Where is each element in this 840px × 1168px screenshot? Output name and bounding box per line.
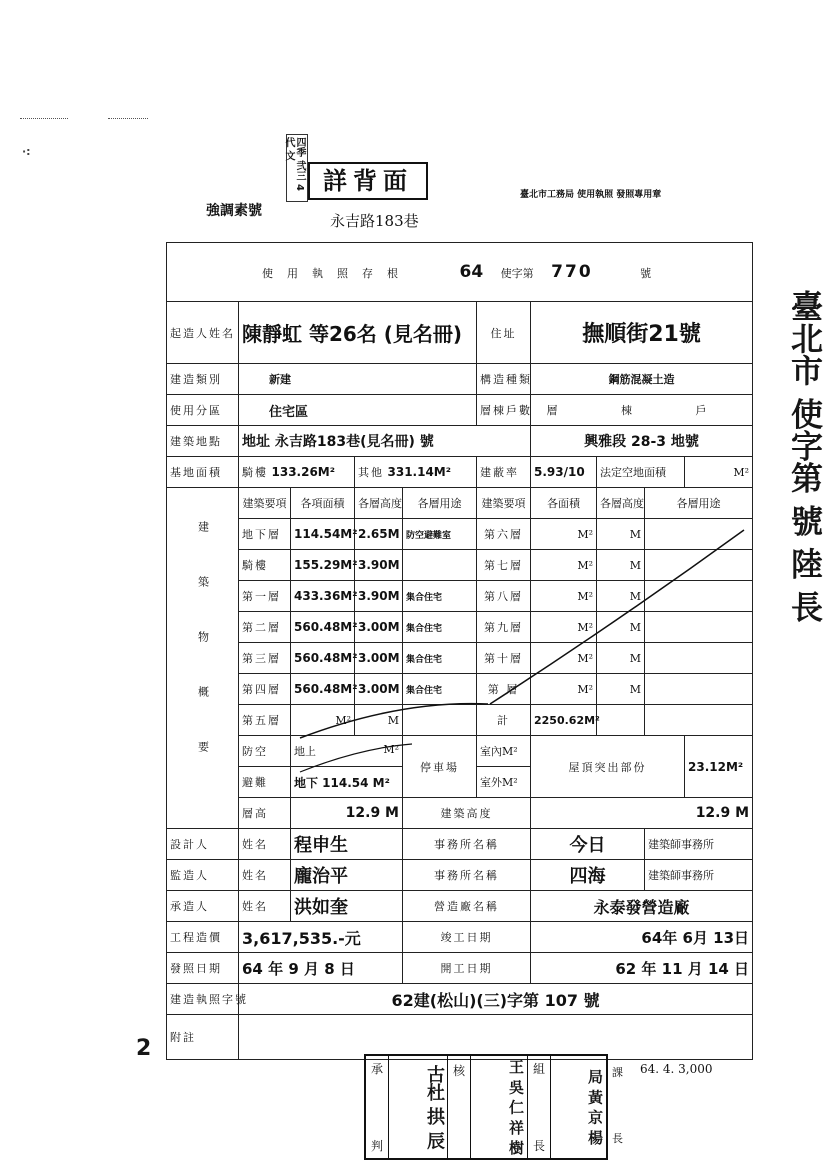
header-area-right: 各面積 (531, 488, 597, 519)
base-area-label: 基地面積 (167, 457, 239, 488)
floor-area-right: M² (531, 674, 597, 705)
supervisor-office: 四海 (531, 860, 645, 891)
sig-col-5 (528, 1056, 551, 1158)
contractor-factory: 永泰發營造廠 (531, 891, 753, 922)
builder-label: 起造人姓名 (167, 302, 239, 364)
designer-office-suffix: 建築師事務所 (645, 829, 753, 860)
legal-open-unit: M² (685, 457, 753, 488)
story-height-value: 12.9 M (291, 798, 403, 829)
margin-mark: ·: (22, 145, 31, 158)
floor-area: 114.54M² (291, 519, 355, 550)
header-use: 各層用途 (403, 488, 477, 519)
sig-value-8: 局 黃 京 楊 (586, 1069, 604, 1145)
license-char: 使字第 (500, 267, 534, 280)
sig-label-5: 組 (532, 1062, 545, 1076)
strike-line-left (300, 704, 488, 738)
strike-line-shelter (300, 744, 412, 772)
contractor-name: 洪如奎 (291, 891, 403, 922)
floor-area: 560.48M² (291, 612, 355, 643)
parking-in: 室內M² (477, 736, 531, 767)
refuge-label: 避難 (239, 767, 291, 798)
address-value: 撫順街21號 (531, 302, 753, 364)
floor-use: 集合住宅 (403, 581, 477, 612)
bureau-seal: 臺北市工務局 使用執照 發照專用章 (520, 190, 662, 200)
floors-label: 層棟戶數 (477, 395, 531, 426)
floor-name: 第五層 (239, 705, 291, 736)
supervisor-office-suffix: 建築師事務所 (645, 860, 753, 891)
floor-name-right: 第七層 (477, 550, 531, 581)
build-type-label: 建造類別 (167, 364, 239, 395)
parking-out: 室外M² (477, 767, 531, 798)
contractor-factory-label: 營造廠名稱 (403, 891, 531, 922)
coverage-label: 建蔽率 (477, 457, 531, 488)
fold-mark: 2 (136, 1036, 152, 1061)
coverage-value: 5.93/10 (531, 457, 597, 488)
supervisor-name-label: 姓名 (239, 860, 291, 891)
floor-name: 第二層 (239, 612, 291, 643)
start-label: 開工日期 (403, 953, 531, 984)
contractor-label: 承造人 (167, 891, 239, 922)
building-height-label: 建築高度 (403, 798, 531, 829)
signature-block (364, 1054, 608, 1160)
sig-col-1 (366, 1056, 389, 1158)
cost-value: 3,617,535.-元 (239, 922, 403, 953)
designer-name-label: 姓名 (239, 829, 291, 860)
floor-area: 433.36M² (291, 581, 355, 612)
floor-name: 第四層 (239, 674, 291, 705)
permit-value: 62建(松山)(三)字第 107 號 (239, 984, 753, 1015)
floor-name-right: 第九層 (477, 612, 531, 643)
floor-name: 地下層 (239, 519, 291, 550)
sig-label-10: 判 (370, 1139, 383, 1153)
sig-label-3: 核 (448, 1056, 471, 1158)
side-license-text: 臺北市 使字第 號 陸 長 (786, 290, 824, 623)
header-height-right: 各層高度 (597, 488, 645, 519)
header-area: 各項面積 (291, 488, 355, 519)
shelter-label: 防空 (239, 736, 291, 767)
story-height-label: 層高 (239, 798, 291, 829)
floor-height: 3.00M (355, 643, 403, 674)
floor-name-right: 第八層 (477, 581, 531, 612)
structure-label: 構造種類 (477, 364, 531, 395)
detail-on-back-stamp: 詳背面 (308, 162, 428, 200)
floor-area: 560.48M² (291, 643, 355, 674)
shelter-up: 地上 (294, 745, 316, 758)
base-riding-label: 騎樓 (242, 466, 268, 479)
roof-value: 23.12M² (685, 736, 753, 798)
floor-area-right: M² (531, 519, 597, 550)
designer-office: 今日 (531, 829, 645, 860)
floor-name: 第三層 (239, 643, 291, 674)
floor-area-right: M² (531, 550, 597, 581)
floor-height: M (355, 705, 403, 736)
header-use-right: 各層用途 (645, 488, 753, 519)
total-label: 計 (477, 705, 531, 736)
designer-office-label: 事務所名稱 (403, 829, 531, 860)
build-type-value: 新建 (239, 364, 477, 395)
sig-label-9: 長 (612, 1132, 623, 1145)
remark-label: 附註 (167, 1015, 239, 1060)
structure-value: 鋼筋混凝土造 (531, 364, 753, 395)
floor-area: M² (291, 705, 355, 736)
legal-open-label: 法定空地面積 (597, 457, 685, 488)
license-year: 64 (459, 262, 484, 282)
cost-label: 工程造價 (167, 922, 239, 953)
floor-height-right: M (597, 612, 645, 643)
top-margin-note: 四季 弐三 4代 文 (286, 134, 308, 202)
floor-area: 155.29M² (291, 550, 355, 581)
floor-height-right: M (597, 581, 645, 612)
floor-height: 3.00M (355, 674, 403, 705)
floor-height: 3.00M (355, 612, 403, 643)
floor-name: 第一層 (239, 581, 291, 612)
floor-height: 3.90M (355, 550, 403, 581)
total-area: 2250.62M² (531, 705, 597, 736)
base-other-value: 331.14M² (387, 465, 452, 479)
floors-value: 層 棟 戶 (531, 395, 753, 426)
site-address: 地址 永吉路183巷(見名冊) 號 (239, 426, 531, 457)
floor-name-right: 第十層 (477, 643, 531, 674)
strike-line-right (490, 530, 744, 704)
supervisor-name: 龐治平 (291, 860, 403, 891)
start-date: 62 年 11 月 14 日 (531, 953, 753, 984)
completion-label: 竣工日期 (403, 922, 531, 953)
shelter-up-unit: M² (383, 743, 399, 756)
floor-use: 集合住宅 (403, 643, 477, 674)
floor-height-right: M (597, 643, 645, 674)
floor-height-right: M (597, 674, 645, 705)
use-zone-value: 住宅區 (239, 395, 477, 426)
floor-area-right: M² (531, 612, 597, 643)
floor-height-right: M (597, 550, 645, 581)
roof-label: 屋頂突出部份 (531, 736, 685, 798)
supervisor-label: 監造人 (167, 860, 239, 891)
designer-name: 程申生 (291, 829, 403, 860)
floor-name: 騎樓 (239, 550, 291, 581)
header-small-label: 強調素號 (206, 203, 262, 219)
contractor-name-label: 姓名 (239, 891, 291, 922)
sig-label-6: 長 (532, 1139, 545, 1153)
builder-value: 陳靜虹 等26名 (見名冊) (239, 302, 477, 364)
site-label: 建築地點 (167, 426, 239, 457)
floor-height: 2.65M (355, 519, 403, 550)
floor-area-right: M² (531, 581, 597, 612)
parking-label: 停車場 (403, 736, 477, 798)
license-number: 770 (551, 262, 593, 282)
base-riding-value: 133.26M² (271, 465, 336, 479)
permit-label: 建造執照字號 (167, 984, 239, 1015)
use-zone-label: 使用分區 (167, 395, 239, 426)
building-height-value: 12.9 M (531, 798, 753, 829)
floor-name-right: 第 層 (477, 674, 531, 705)
issue-label: 發照日期 (167, 953, 239, 984)
sig-label-7: 課 (612, 1066, 623, 1079)
header-height: 各層高度 (355, 488, 403, 519)
license-suffix: 號 (640, 267, 652, 280)
header-item: 建築要項 (239, 488, 291, 519)
issue-date: 64 年 9 月 8 日 (239, 953, 403, 984)
sig-value-2: 古杜 拱 辰 (389, 1056, 448, 1158)
address-label: 住址 (477, 302, 531, 364)
building-summary-label: 建築物概要 (167, 488, 239, 829)
floor-height-right: M (597, 519, 645, 550)
form-title: 使用執照存根 (262, 267, 412, 280)
floor-use: 防空避難室 (403, 519, 477, 550)
base-other-label: 其他 (358, 466, 384, 479)
designer-label: 設計人 (167, 829, 239, 860)
floor-use: 集合住宅 (403, 674, 477, 705)
header-item-right: 建築要項 (477, 488, 531, 519)
floor-area: 560.48M² (291, 674, 355, 705)
floor-use: 集合住宅 (403, 612, 477, 643)
floor-height: 3.90M (355, 581, 403, 612)
print-run-stamp: 64. 4. 3,000 (640, 1062, 713, 1076)
sig-value-4: 王 吳 仁 祥 樹 (471, 1056, 528, 1158)
refuge-value: 地下 114.54 M² (291, 767, 403, 798)
site-lot: 興雅段 28-3 地號 (531, 426, 753, 457)
sig-label-1: 承 (370, 1062, 383, 1076)
completion-date: 64年 6月 13日 (531, 922, 753, 953)
floor-name-right: 第六層 (477, 519, 531, 550)
supervisor-office-label: 事務所名稱 (403, 860, 531, 891)
street-stamp: 永吉路183巷 (330, 212, 419, 230)
floor-area-right: M² (531, 643, 597, 674)
